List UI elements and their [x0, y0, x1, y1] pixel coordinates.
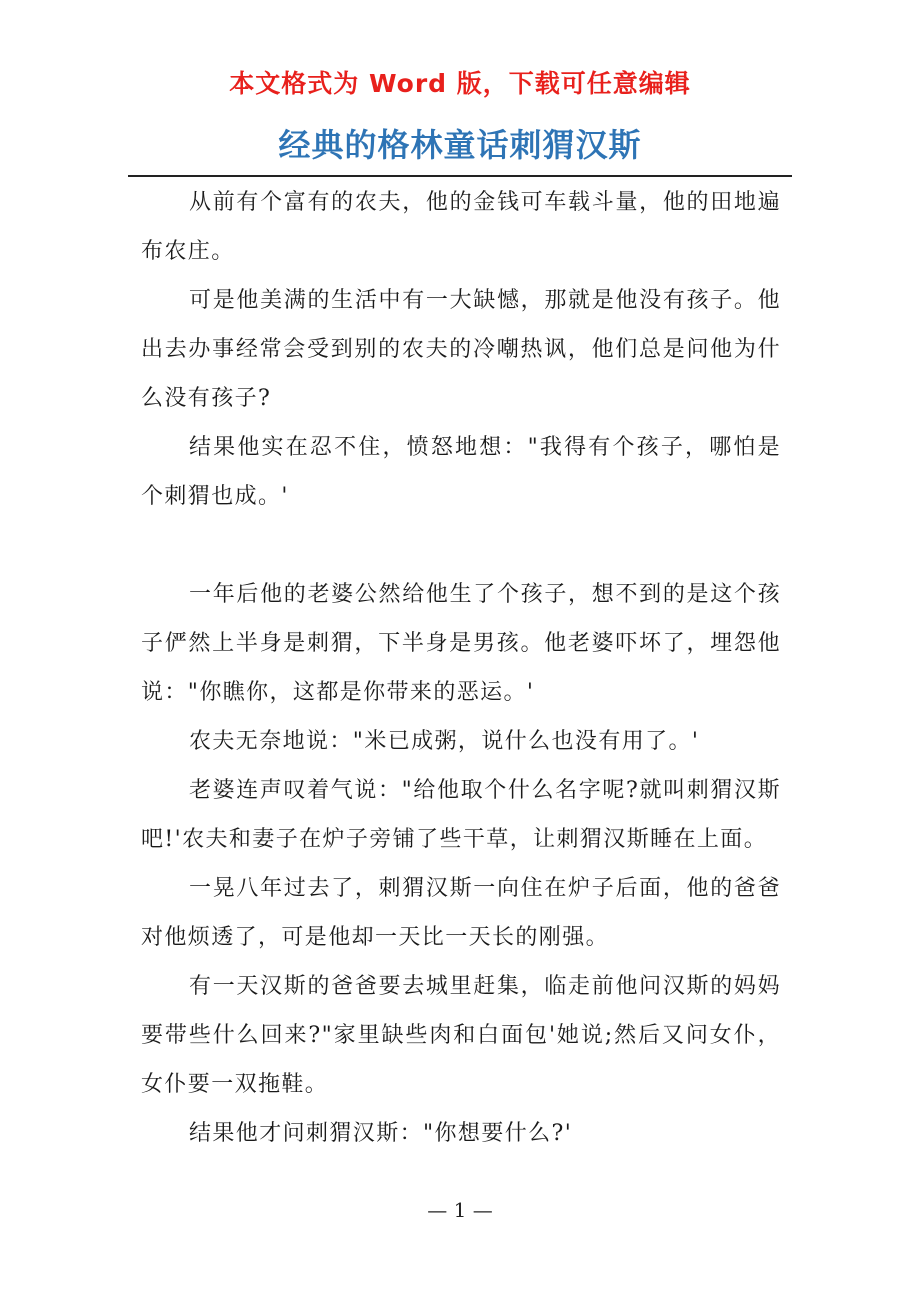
paragraph: 结果他才问刺猬汉斯："你想要什么?'	[189, 1121, 573, 1146]
document-body	[141, 178, 781, 1158]
page-number: — 1 —	[427, 1198, 493, 1222]
paragraph: 一年后他的老婆公然给他生了个孩子，想不到的是这个孩子俨然上半身是刺猬，下半身是男孩。他老婆吓坏了，埋怨他说："你瞧你，这都是你带来的恶运。'	[141, 582, 781, 705]
paragraph: 可是他美满的生活中有一大缺憾，那就是他没有孩子。他出去办事经常会受到别的农夫的冷嘲热讽，他们总是问他为什么没有孩子?	[141, 288, 781, 411]
blank-line	[141, 521, 781, 570]
title-divider	[128, 175, 792, 177]
paragraph: 一晃八年过去了，刺猬汉斯一向住在炉子后面，他的爸爸对他烦透了，可是他却一天比一天长的刚强。	[141, 876, 781, 950]
paragraph: 农夫无奈地说："米已成粥，说什么也没有用了。'	[189, 729, 700, 754]
document-title: 经典的格林童话刺猬汉斯	[278, 126, 642, 164]
paragraph: 有一天汉斯的爸爸要去城里赶集，临走前他问汉斯的妈妈要带些什么回来?"家里缺些肉和白面包'她说;然后又问女仆，女仆要一双拖鞋。	[141, 974, 781, 1097]
paragraph: 结果他实在忍不住，愤怒地想："我得有个孩子，哪怕是个刺猬也成。'	[141, 435, 781, 509]
format-banner: 本文格式为 Word 版，下载可任意编辑	[229, 69, 691, 98]
paragraph: 老婆连声叹着气说："给他取个什么名字呢?就叫刺猬汉斯吧!'农夫和妻子在炉子旁铺了些干草，让刺猬汉斯睡在上面。	[141, 778, 781, 852]
paragraph: 从前有个富有的农夫，他的金钱可车载斗量，他的田地遍布农庄。	[141, 190, 781, 264]
